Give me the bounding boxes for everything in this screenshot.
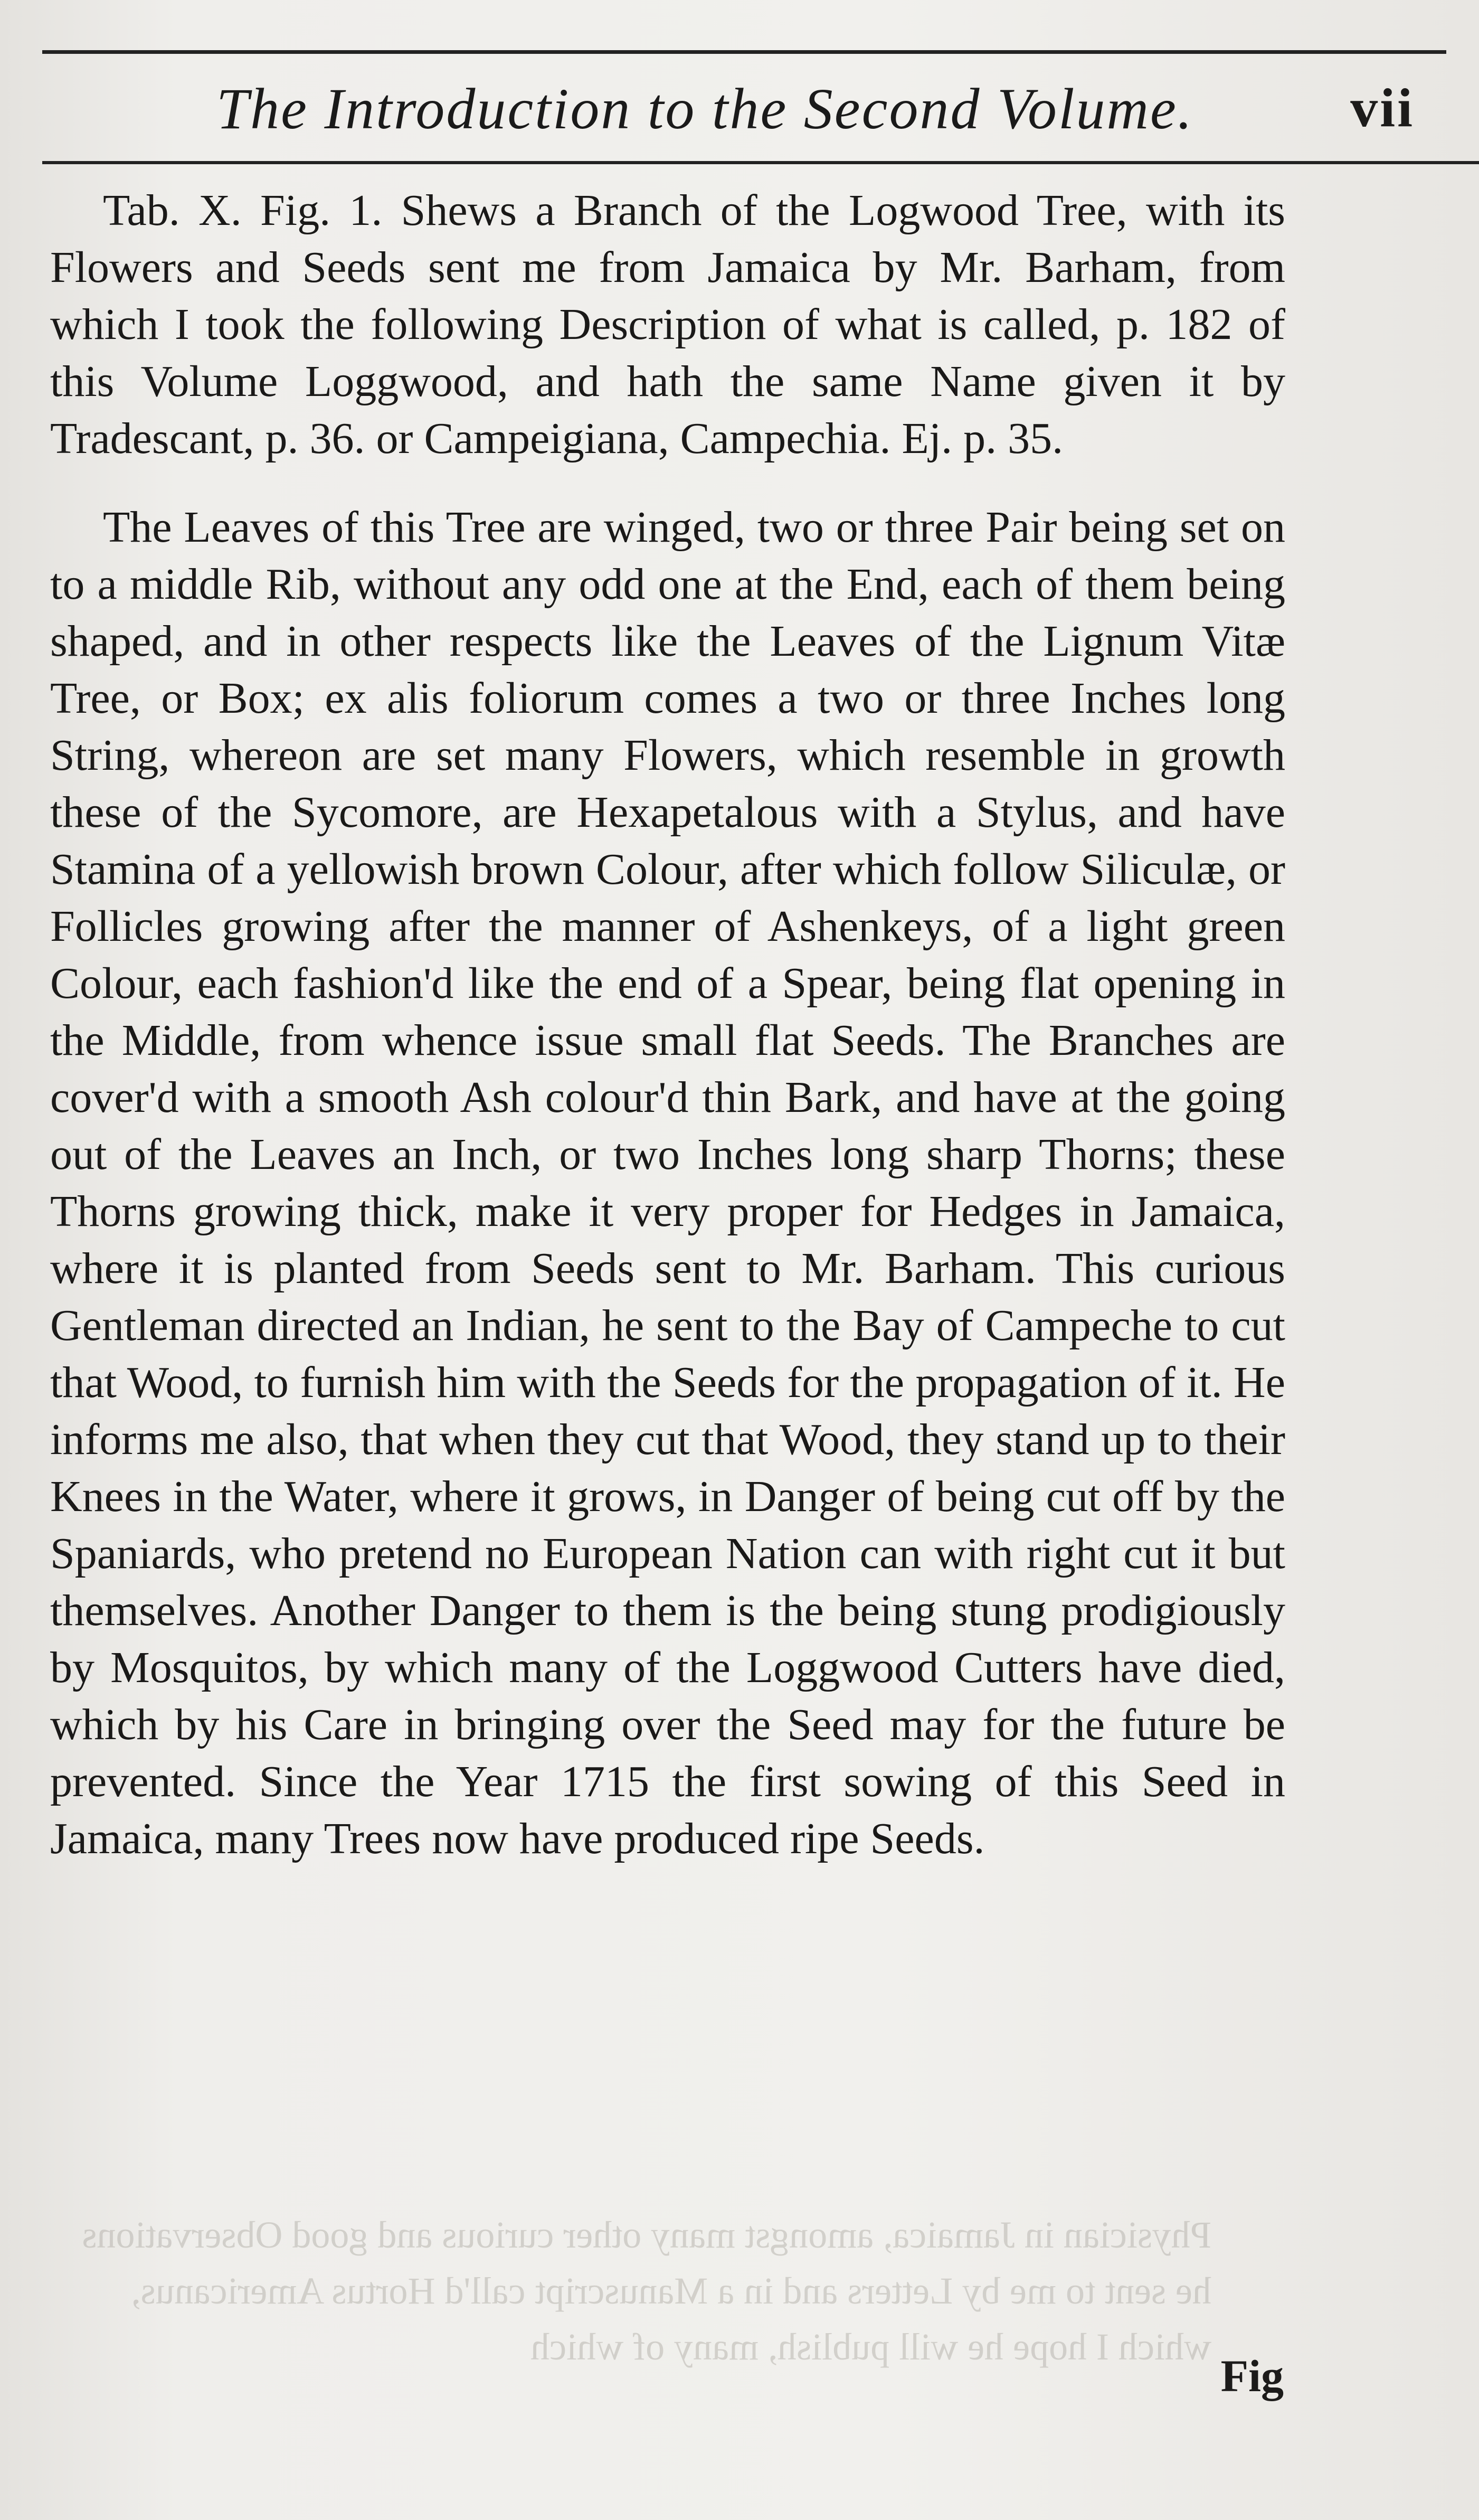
- paragraph-figure-caption: Tab. X. Fig. 1. Shews a Branch of the Logwood Tree, with its Flowers and Seeds sent me from Jamaica by Mr. Barham, from which I took the following Description of what is called, p. 182 of this Volume Loggwood, and hath the same Name given it by Tradescant, p. 36. or Campeigiana, Campechia. Ej. p. 35.: [50, 186, 1285, 463]
- header-rule-bottom: [42, 161, 1479, 164]
- header-rule-top: [42, 50, 1446, 54]
- running-title: The Introduction to the Second Volume.: [216, 77, 1194, 141]
- catchword: Fig: [1220, 2351, 1284, 2401]
- body-text: [50, 182, 1285, 1867]
- running-head: [42, 71, 1446, 150]
- paragraph-description: The Leaves of this Tree are winged, two or three Pair being set on to a middle Rib, without any odd one at the End, each of them being shaped, and in other respects like the Leaves of the Lignum Vitæ Tree, or Box; ex alis foliorum comes a two or three Inches long String, whereon are set many Flowers, which resemble in growth these of the Sycomore, are Hexapetalous with a Stylus, and have Stamina of a yellowish brown Colour, after which follow Siliculæ, or Follicles growing after the manner of Ashenkeys, of a light green Colour, each fashion'd like the end of a Spear, being flat opening in the Middle, from whence issue small flat Seeds. The Branches are cover'd with a smooth Ash colour'd thin Bark, and have at the going out of the Leaves an Inch, or two Inches long sharp Thorns; these Thorns growing thick, make it very proper for Hedges in Jamaica, where it is planted from Seeds sent to Mr. Barham. This curious Gentleman directed an Indian, he sent to the Bay of Campeche to cut that Wood, to furnish him with the Seeds for the propagation of it. He informs me also, that when they cut that Wood, they stand up to their Knees in the Water, where it grows, in Danger of being cut off by the Spaniards, who pretend no European Nation can with right cut it but themselves. Another Danger to them is the being stung prodigiously by Mosquitos, by which many of the Loggwood Cutters have died, which by his Care in bringing over the Seed may for the future be prevented. Since the Year 1715 the first sowing of this Seed in Jamaica, many Trees now have produced ripe Seeds.: [50, 503, 1285, 1863]
- bleed-through-text: Physician in Jamaica, amongst many other curious and good Observations he sent to me by Letters and in a Manuscript call'd Hortus Americanus, which I hope he will publish, many of which: [82, 2214, 1211, 2368]
- page-number: vii: [1350, 78, 1415, 138]
